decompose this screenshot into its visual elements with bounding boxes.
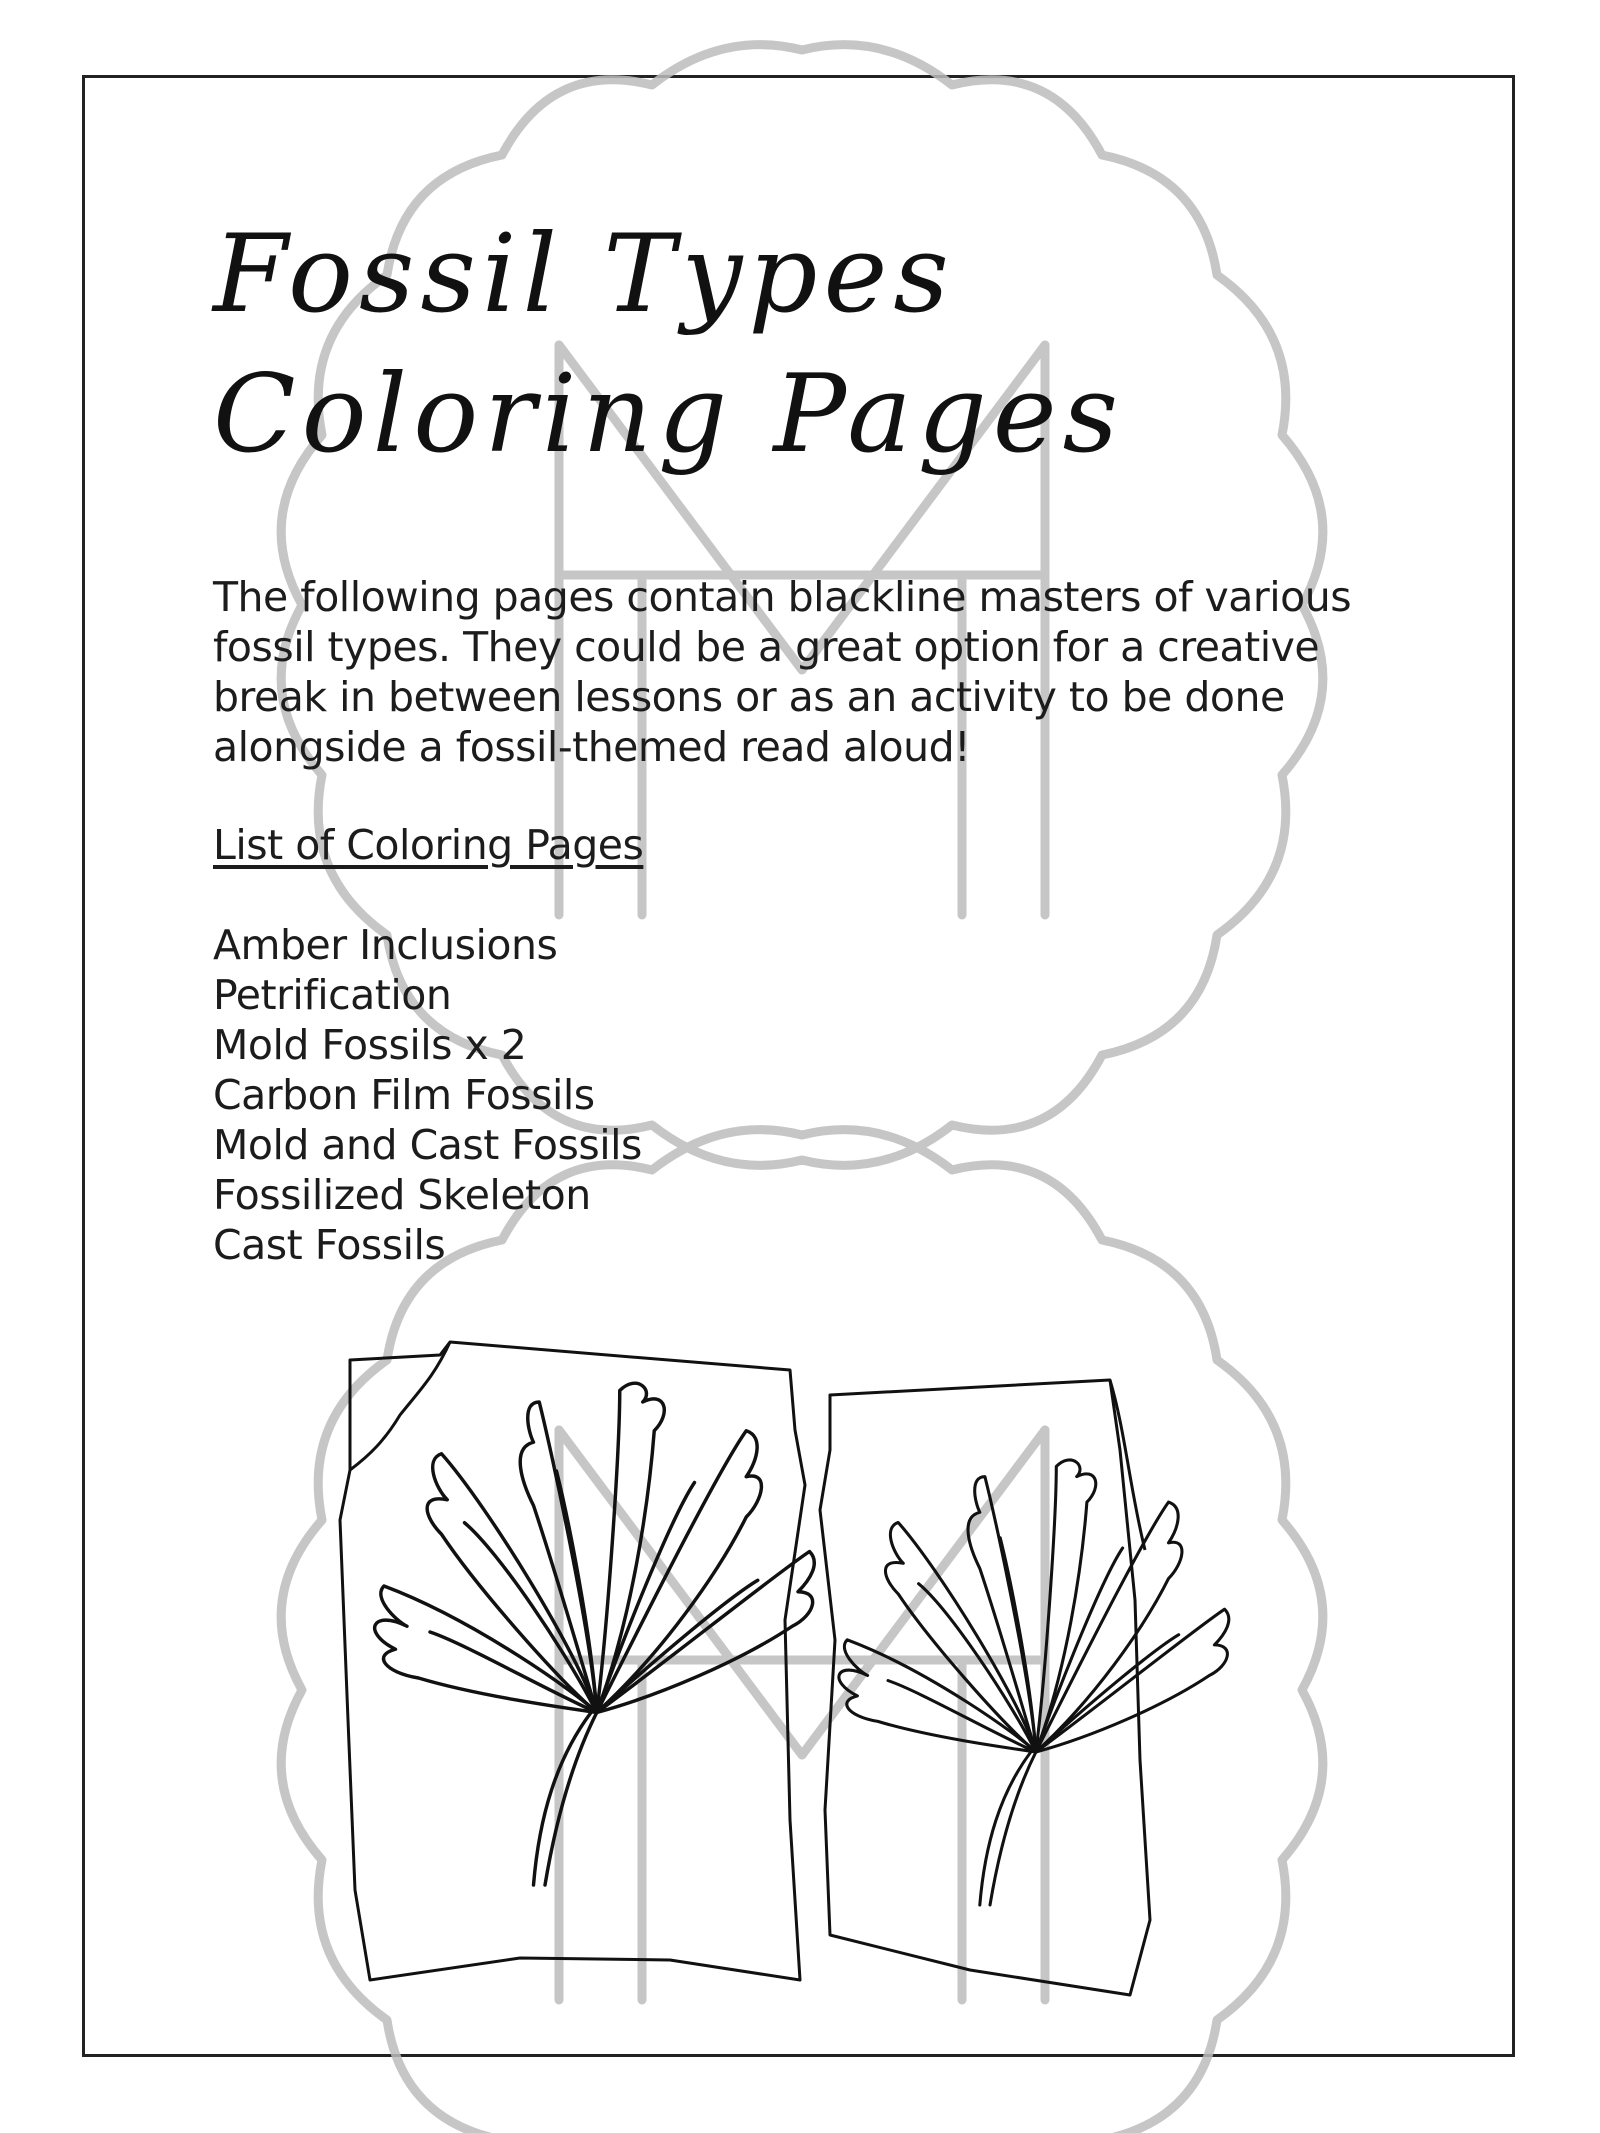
intro-paragraph: The following pages contain blackline masters of various fossil types. They could be a great option for a creative break in between lessons or as an activity to be done alongside a fossil-themed read aloud!	[213, 573, 1352, 771]
list-item: Amber Inclusions	[213, 921, 558, 969]
page-title	[213, 205, 1124, 485]
list-item: Mold Fossils x 2	[213, 1021, 527, 1069]
list-item: Petrification	[213, 971, 452, 1019]
two-ginkgo-leaf-fossil-slabs-icon	[330, 1340, 1280, 2000]
title-line-1: Fossil Types	[213, 212, 955, 337]
list-item: Fossilized Skeleton	[213, 1171, 591, 1219]
list-item: Carbon Film Fossils	[213, 1071, 595, 1119]
list-item: Mold and Cast Fossils	[213, 1121, 642, 1169]
list-heading: List of Coloring Pages	[213, 821, 644, 869]
list-item: Cast Fossils	[213, 1221, 446, 1269]
coloring-pages-list	[213, 920, 642, 1270]
title-line-2: Coloring Pages	[213, 352, 1125, 477]
